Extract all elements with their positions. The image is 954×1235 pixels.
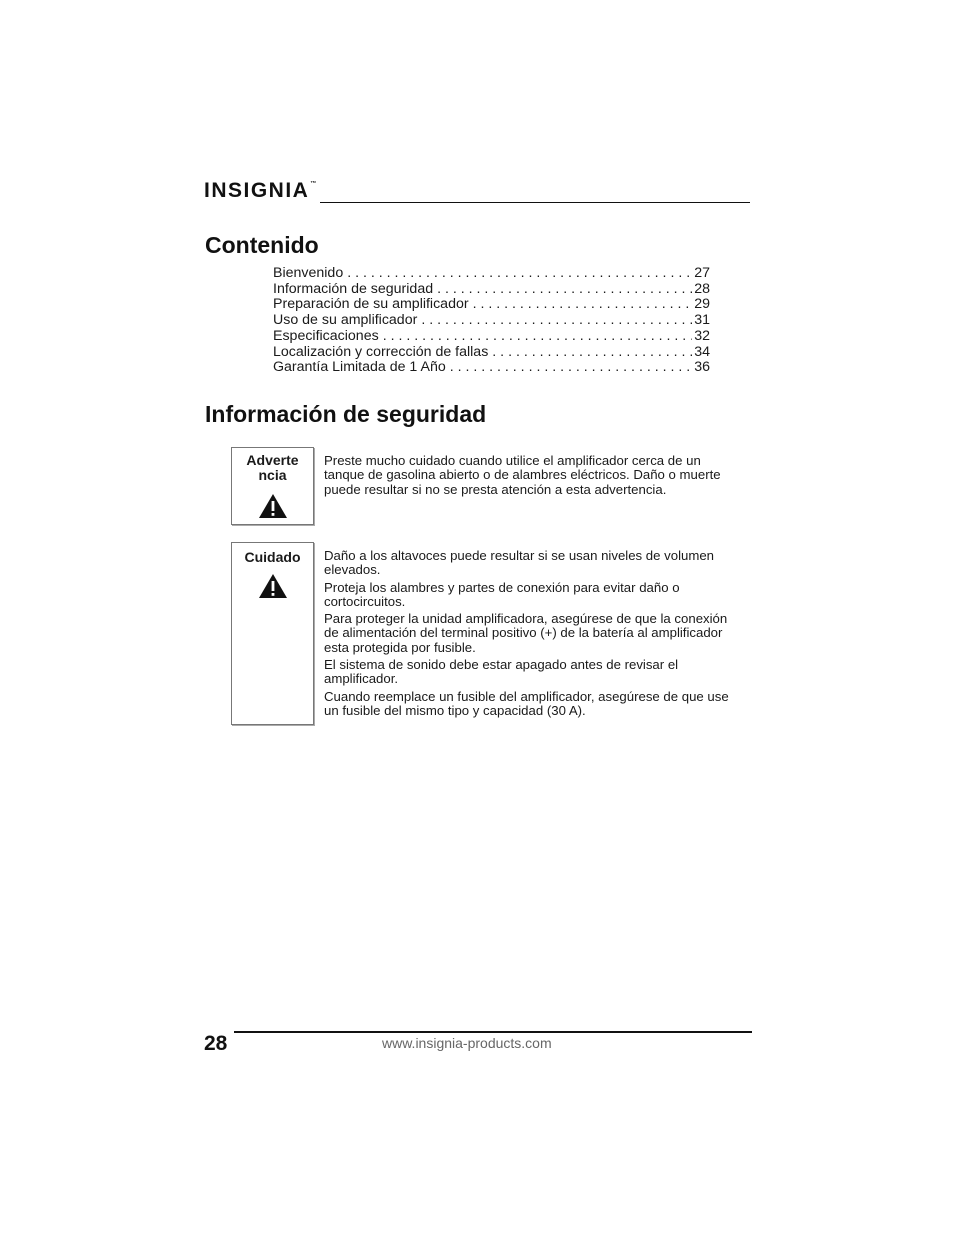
toc-entry-page: 34 xyxy=(694,343,710,360)
header-divider xyxy=(320,202,750,203)
warning-label-line1: Adverte xyxy=(246,452,299,468)
toc-entry-label: Localización y corrección de fallas xyxy=(273,343,489,360)
toc-entry-preparacion[interactable] xyxy=(273,297,710,313)
toc-entry-garantia[interactable] xyxy=(273,360,710,376)
caution-paragraph: El sistema de sonido debe estar apagado antes de revisar el amplificador. xyxy=(324,657,679,687)
toc-entry-bienvenido[interactable] xyxy=(273,266,710,282)
warning-triangle-icon xyxy=(258,493,288,519)
safety-section-title: Información de seguridad xyxy=(205,401,487,427)
toc-dot-leader xyxy=(446,360,692,376)
caution-label: Cuidado xyxy=(244,549,301,565)
caution-text xyxy=(324,549,744,721)
toc-title: Contenido xyxy=(205,232,319,258)
footer-divider xyxy=(234,1031,752,1033)
caution-paragraph: Para proteger la unidad amplificadora, asegúrese de que la conexión de alimentación del terminal positivo (+) de la batería al amplificador esta protegida por fusible. xyxy=(324,611,728,655)
toc-entry-page: 27 xyxy=(694,265,710,281)
footer-url[interactable]: www.insignia-products.com xyxy=(382,1035,552,1051)
toc-entry-page: 28 xyxy=(694,280,710,297)
toc-entry-label: Bienvenido xyxy=(273,265,344,281)
toc-dot-leader xyxy=(379,329,693,345)
warning-label-line2: ncia xyxy=(258,467,287,483)
toc-entry-informacion-de-seguridad[interactable] xyxy=(273,282,710,298)
toc-entry-page: 32 xyxy=(694,327,710,344)
toc-dot-leader xyxy=(488,345,692,361)
toc-entry-label: Información de seguridad xyxy=(273,280,434,297)
brand-name: INSIGNIA xyxy=(204,179,310,202)
caution-paragraph: Proteja los alambres y partes de conexión para evitar daño o cortocircuitos. xyxy=(324,579,680,609)
warning-text xyxy=(324,454,744,500)
toc-entry-localizacion[interactable] xyxy=(273,345,710,361)
toc-dot-leader xyxy=(469,297,693,313)
toc-entry-especificaciones[interactable] xyxy=(273,329,710,345)
toc-entry-page: 29 xyxy=(694,296,710,313)
toc-entry-label: Uso de su amplificador xyxy=(273,312,418,329)
brand-logo xyxy=(204,180,316,201)
toc-entry-label: Preparación de su amplificador xyxy=(273,296,469,313)
toc-entry-page: 31 xyxy=(694,312,710,329)
toc-entry-label: Especificaciones xyxy=(273,327,379,344)
warning-triangle-icon xyxy=(258,573,288,599)
toc-entry-uso[interactable] xyxy=(273,313,710,329)
caution-paragraph: Cuando reemplace un fusible del amplificador, asegúrese de que use un fusible del mismo tipo y capacidad (30 A). xyxy=(324,688,729,718)
warning-paragraph: Preste mucho cuidado cuando utilice el amplificador cerca de un tanque de gasolina abierto o de alambres eléctricos. Daño o muerte puede resultar si no se presta atención a esta advertencia. xyxy=(324,453,721,497)
page-number: 28 xyxy=(204,1032,228,1055)
toc-dot-leader xyxy=(433,282,692,298)
warning-label-box xyxy=(231,447,314,525)
warning-label xyxy=(232,453,313,483)
toc-dot-leader xyxy=(343,266,692,282)
caution-paragraph: Daño a los altavoces puede resultar si se usan niveles de volumen elevados. xyxy=(324,548,714,578)
table-of-contents xyxy=(273,266,710,376)
caution-label-box xyxy=(231,542,314,725)
toc-entry-page: 36 xyxy=(694,359,710,376)
toc-dot-leader xyxy=(417,313,692,329)
trademark-symbol: ™ xyxy=(310,181,317,187)
toc-entry-label: Garantía Limitada de 1 Año xyxy=(273,359,446,376)
